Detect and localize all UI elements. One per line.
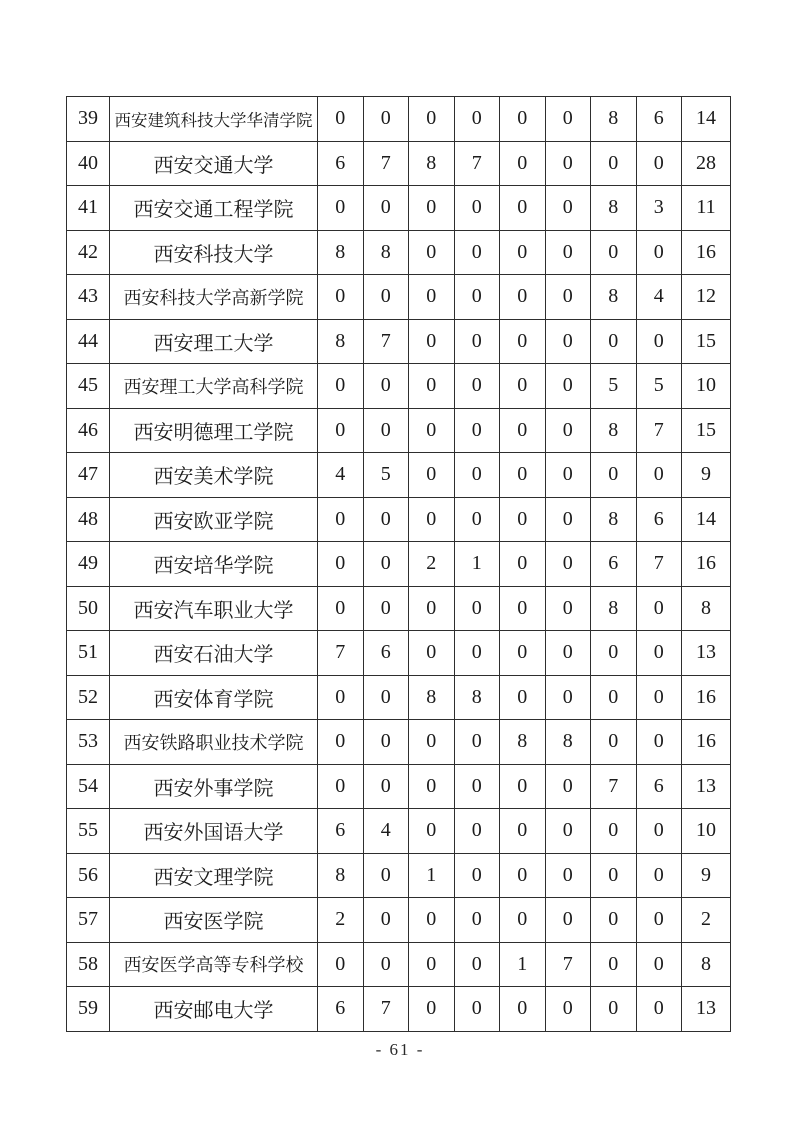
stat-cell: 0 (591, 853, 637, 898)
row-number: 40 (67, 141, 110, 186)
stat-cell: 6 (636, 97, 682, 142)
stat-cell: 8 (318, 853, 364, 898)
stat-cell: 8 (363, 230, 409, 275)
stat-cell: 8 (318, 319, 364, 364)
stat-cell: 0 (545, 497, 591, 542)
table-row (67, 764, 731, 809)
stat-cell: 0 (500, 319, 546, 364)
university-name: 西安石油大学 (110, 631, 318, 676)
stat-cell: 0 (409, 408, 455, 453)
stat-cell: 0 (363, 542, 409, 587)
stat-cell: 0 (409, 987, 455, 1032)
university-stats-table (66, 96, 731, 1032)
table-row (67, 141, 731, 186)
table-row (67, 542, 731, 587)
stat-cell: 0 (500, 853, 546, 898)
stat-cell: 3 (636, 186, 682, 231)
stat-cell: 0 (545, 319, 591, 364)
stat-cell: 0 (363, 720, 409, 765)
stat-cell: 6 (318, 987, 364, 1032)
row-total-cell: 8 (682, 586, 731, 631)
stat-cell: 0 (500, 987, 546, 1032)
stat-cell: 8 (591, 97, 637, 142)
stat-cell: 0 (409, 764, 455, 809)
stat-cell: 0 (409, 898, 455, 943)
stat-cell: 7 (363, 319, 409, 364)
stat-cell: 0 (454, 319, 500, 364)
stat-cell: 0 (545, 987, 591, 1032)
stat-cell: 0 (318, 186, 364, 231)
stat-cell: 0 (454, 408, 500, 453)
stat-cell: 0 (591, 675, 637, 720)
stat-cell: 8 (591, 586, 637, 631)
row-number: 56 (67, 853, 110, 898)
row-total-cell: 16 (682, 720, 731, 765)
stat-cell: 0 (363, 275, 409, 320)
stat-cell: 8 (500, 720, 546, 765)
stat-cell: 8 (591, 408, 637, 453)
stat-cell: 0 (318, 942, 364, 987)
stat-cell: 0 (454, 987, 500, 1032)
university-name: 西安交通大学 (110, 141, 318, 186)
table-row (67, 942, 731, 987)
stat-cell: 0 (363, 764, 409, 809)
stat-cell: 0 (545, 542, 591, 587)
row-total-cell: 13 (682, 764, 731, 809)
stat-cell: 0 (636, 230, 682, 275)
stat-cell: 7 (636, 408, 682, 453)
stat-cell: 0 (591, 942, 637, 987)
stat-cell: 0 (545, 631, 591, 676)
stat-cell: 1 (454, 542, 500, 587)
stat-cell: 0 (545, 186, 591, 231)
stat-cell: 5 (591, 364, 637, 409)
university-name: 西安铁路职业技术学院 (110, 720, 318, 765)
stat-cell: 0 (636, 141, 682, 186)
stat-cell: 0 (318, 497, 364, 542)
stat-cell: 6 (636, 764, 682, 809)
stat-cell: 0 (545, 275, 591, 320)
stat-cell: 0 (318, 275, 364, 320)
stat-cell: 0 (500, 453, 546, 498)
stat-cell: 0 (545, 675, 591, 720)
stat-cell: 6 (636, 497, 682, 542)
stat-cell: 0 (409, 586, 455, 631)
stat-cell: 0 (500, 408, 546, 453)
university-name: 西安明德理工学院 (110, 408, 318, 453)
stat-cell: 2 (318, 898, 364, 943)
stat-cell: 0 (318, 720, 364, 765)
row-total-cell: 2 (682, 898, 731, 943)
stat-cell: 0 (545, 853, 591, 898)
stat-cell: 0 (454, 586, 500, 631)
stat-cell: 0 (636, 675, 682, 720)
page-number: - 61 - (375, 1040, 425, 1059)
stat-cell: 6 (318, 809, 364, 854)
stat-cell: 0 (363, 497, 409, 542)
stat-cell: 0 (454, 230, 500, 275)
row-number: 53 (67, 720, 110, 765)
stat-cell: 0 (500, 141, 546, 186)
stat-cell: 0 (500, 364, 546, 409)
stat-cell: 0 (500, 586, 546, 631)
stat-cell: 0 (500, 186, 546, 231)
stat-cell: 0 (500, 764, 546, 809)
stat-cell: 0 (636, 809, 682, 854)
table-row (67, 453, 731, 498)
row-number: 58 (67, 942, 110, 987)
stat-cell: 0 (500, 675, 546, 720)
row-total-cell: 16 (682, 542, 731, 587)
stat-cell: 0 (454, 275, 500, 320)
stat-cell: 0 (454, 720, 500, 765)
stat-cell: 0 (318, 542, 364, 587)
table-row (67, 230, 731, 275)
stat-cell: 1 (500, 942, 546, 987)
table-row (67, 275, 731, 320)
university-name: 西安汽车职业大学 (110, 586, 318, 631)
stat-cell: 0 (636, 720, 682, 765)
stat-cell: 0 (409, 319, 455, 364)
stat-cell: 0 (409, 942, 455, 987)
row-number: 54 (67, 764, 110, 809)
table-row (67, 364, 731, 409)
stat-cell: 8 (409, 141, 455, 186)
university-name: 西安外事学院 (110, 764, 318, 809)
university-name: 西安医学高等专科学校 (110, 942, 318, 987)
stat-cell: 0 (409, 364, 455, 409)
university-name: 西安培华学院 (110, 542, 318, 587)
table-row (67, 97, 731, 142)
stat-cell: 0 (454, 853, 500, 898)
stat-cell: 0 (591, 987, 637, 1032)
stat-cell: 0 (636, 319, 682, 364)
stat-cell: 0 (454, 764, 500, 809)
row-number: 42 (67, 230, 110, 275)
stat-cell: 8 (591, 186, 637, 231)
stat-cell: 0 (318, 675, 364, 720)
university-name: 西安理工大学 (110, 319, 318, 364)
stat-cell: 0 (454, 809, 500, 854)
row-number: 39 (67, 97, 110, 142)
stat-cell: 7 (318, 631, 364, 676)
university-name: 西安交通工程学院 (110, 186, 318, 231)
university-name: 西安欧亚学院 (110, 497, 318, 542)
row-number: 50 (67, 586, 110, 631)
row-number: 43 (67, 275, 110, 320)
stat-cell: 0 (545, 809, 591, 854)
university-name: 西安建筑科技大学华清学院 (110, 97, 318, 142)
row-total-cell: 8 (682, 942, 731, 987)
stat-cell: 0 (454, 898, 500, 943)
table-row (67, 720, 731, 765)
stat-cell: 0 (545, 408, 591, 453)
stat-cell: 7 (636, 542, 682, 587)
stat-cell: 0 (545, 586, 591, 631)
stat-cell: 0 (409, 809, 455, 854)
stat-cell: 0 (636, 942, 682, 987)
table-row (67, 898, 731, 943)
stat-cell: 8 (454, 675, 500, 720)
stat-cell: 7 (454, 141, 500, 186)
table-row (67, 675, 731, 720)
stat-cell: 5 (636, 364, 682, 409)
row-number: 41 (67, 186, 110, 231)
stat-cell: 1 (409, 853, 455, 898)
row-total-cell: 10 (682, 364, 731, 409)
stat-cell: 0 (636, 631, 682, 676)
stat-cell: 0 (591, 631, 637, 676)
university-name: 西安医学院 (110, 898, 318, 943)
stat-cell: 0 (318, 586, 364, 631)
stat-cell: 0 (591, 898, 637, 943)
stat-cell: 0 (363, 97, 409, 142)
stat-cell: 0 (454, 631, 500, 676)
stat-cell: 7 (363, 141, 409, 186)
row-total-cell: 9 (682, 853, 731, 898)
stat-cell: 0 (454, 186, 500, 231)
table-row (67, 631, 731, 676)
stat-cell: 0 (500, 898, 546, 943)
university-name: 西安外国语大学 (110, 809, 318, 854)
stat-cell: 0 (363, 408, 409, 453)
stat-cell: 7 (545, 942, 591, 987)
stat-cell: 0 (500, 97, 546, 142)
stat-cell: 0 (591, 720, 637, 765)
stat-cell: 6 (363, 631, 409, 676)
stat-cell: 0 (545, 898, 591, 943)
stat-cell: 0 (636, 586, 682, 631)
stat-cell: 4 (318, 453, 364, 498)
stat-cell: 0 (500, 497, 546, 542)
row-number: 44 (67, 319, 110, 364)
stat-cell: 0 (454, 497, 500, 542)
row-number: 45 (67, 364, 110, 409)
stat-cell: 0 (409, 631, 455, 676)
row-number: 52 (67, 675, 110, 720)
stat-cell: 0 (591, 230, 637, 275)
stat-cell: 0 (591, 141, 637, 186)
stat-cell: 2 (409, 542, 455, 587)
row-number: 51 (67, 631, 110, 676)
table-row (67, 408, 731, 453)
row-number: 55 (67, 809, 110, 854)
row-total-cell: 13 (682, 987, 731, 1032)
row-number: 47 (67, 453, 110, 498)
stat-cell: 6 (318, 141, 364, 186)
table-row (67, 319, 731, 364)
stat-cell: 0 (636, 853, 682, 898)
stat-cell: 5 (363, 453, 409, 498)
stat-cell: 0 (409, 275, 455, 320)
stat-cell: 8 (591, 497, 637, 542)
stat-cell: 6 (591, 542, 637, 587)
row-total-cell: 9 (682, 453, 731, 498)
stat-cell: 0 (318, 97, 364, 142)
stat-cell: 0 (318, 408, 364, 453)
row-number: 46 (67, 408, 110, 453)
stat-cell: 0 (363, 942, 409, 987)
row-total-cell: 11 (682, 186, 731, 231)
stat-cell: 0 (409, 186, 455, 231)
row-total-cell: 13 (682, 631, 731, 676)
row-number: 48 (67, 497, 110, 542)
stat-cell: 0 (636, 987, 682, 1032)
stat-cell: 0 (409, 497, 455, 542)
stat-cell: 0 (363, 853, 409, 898)
stat-cell: 0 (363, 675, 409, 720)
stat-cell: 0 (591, 453, 637, 498)
university-name: 西安理工大学高科学院 (110, 364, 318, 409)
stat-cell: 0 (454, 453, 500, 498)
stat-cell: 0 (545, 364, 591, 409)
row-total-cell: 14 (682, 497, 731, 542)
stat-cell: 7 (591, 764, 637, 809)
row-total-cell: 15 (682, 408, 731, 453)
row-number: 57 (67, 898, 110, 943)
stat-cell: 0 (500, 542, 546, 587)
stat-cell: 0 (318, 764, 364, 809)
stat-cell: 0 (500, 230, 546, 275)
table-row (67, 987, 731, 1032)
stat-cell: 0 (636, 453, 682, 498)
stat-cell: 0 (454, 942, 500, 987)
row-total-cell: 12 (682, 275, 731, 320)
stat-cell: 0 (363, 186, 409, 231)
university-name: 西安科技大学 (110, 230, 318, 275)
stat-cell: 8 (591, 275, 637, 320)
stat-cell: 0 (591, 809, 637, 854)
stat-cell: 0 (318, 364, 364, 409)
row-total-cell: 16 (682, 230, 731, 275)
table-row (67, 853, 731, 898)
stat-cell: 0 (363, 586, 409, 631)
stat-cell: 4 (363, 809, 409, 854)
table-row (67, 586, 731, 631)
row-total-cell: 28 (682, 141, 731, 186)
row-number: 59 (67, 987, 110, 1032)
university-name: 西安文理学院 (110, 853, 318, 898)
university-name: 西安邮电大学 (110, 987, 318, 1032)
row-total-cell: 15 (682, 319, 731, 364)
table-row (67, 809, 731, 854)
row-number: 49 (67, 542, 110, 587)
stat-cell: 0 (591, 319, 637, 364)
stat-cell: 0 (500, 631, 546, 676)
stat-cell: 8 (318, 230, 364, 275)
table-row (67, 186, 731, 231)
stat-cell: 0 (409, 97, 455, 142)
university-name: 西安科技大学高新学院 (110, 275, 318, 320)
stat-cell: 0 (363, 364, 409, 409)
stat-cell: 0 (363, 898, 409, 943)
row-total-cell: 14 (682, 97, 731, 142)
row-total-cell: 10 (682, 809, 731, 854)
stat-cell: 0 (454, 97, 500, 142)
university-name: 西安体育学院 (110, 675, 318, 720)
stat-cell: 0 (545, 453, 591, 498)
stat-cell: 0 (409, 230, 455, 275)
stat-cell: 0 (500, 275, 546, 320)
stat-cell: 0 (409, 453, 455, 498)
stat-cell: 0 (545, 764, 591, 809)
stat-cell: 0 (454, 364, 500, 409)
stat-cell: 8 (409, 675, 455, 720)
table-row (67, 497, 731, 542)
stat-cell: 8 (545, 720, 591, 765)
stat-cell: 0 (545, 97, 591, 142)
stat-cell: 0 (409, 720, 455, 765)
stat-cell: 0 (636, 898, 682, 943)
university-name: 西安美术学院 (110, 453, 318, 498)
stat-cell: 0 (545, 141, 591, 186)
stat-cell: 0 (545, 230, 591, 275)
stat-cell: 7 (363, 987, 409, 1032)
stat-cell: 0 (500, 809, 546, 854)
row-total-cell: 16 (682, 675, 731, 720)
stat-cell: 4 (636, 275, 682, 320)
